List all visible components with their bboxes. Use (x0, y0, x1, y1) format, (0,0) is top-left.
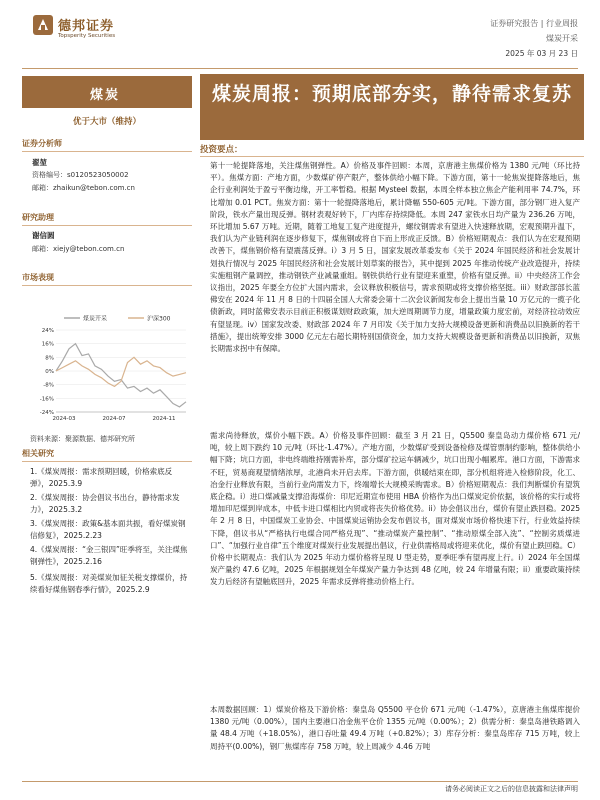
y-tick-label: -8% (43, 382, 54, 389)
x-tick-label: 2024-07 (102, 416, 126, 422)
y-tick-label: -16% (39, 396, 54, 403)
header-divider (22, 68, 578, 69)
x-tick-label: 2024-03 (52, 416, 76, 422)
y-tick-label: 24% (41, 328, 54, 334)
bullet-weekly-data (210, 704, 580, 778)
logo-text-en: Topsperity Securities (58, 33, 116, 39)
report-meta (490, 16, 578, 61)
footer-divider (22, 781, 578, 782)
analyst-name: 翟堃 (32, 158, 47, 167)
market-performance-chart (30, 312, 190, 430)
report-type: 证券研究报告 | 行业周报 (490, 19, 578, 28)
assistant-heading: 研究助理 (22, 212, 192, 226)
bullet-thermal-coal (210, 430, 580, 698)
bullet-coking-coal (210, 160, 580, 422)
report-date: 2025 年 03 月 23 日 (505, 49, 578, 58)
chart-source: 资料来源：聚源数据、德邦研究所 (30, 435, 135, 443)
bullet-text: 需求尚待释放，煤价小幅下跌。A）价格及事件回顾：截至 3 月 21 日，Q5500 秦皇岛动力煤价格 671 元/吨，较上周下跌约 10 元/吨（环比-1.47%）。产地方面，少数煤矿受到设备检修及煤管票制约影响，整体供给小幅下降；坑口方面，非电终端维持刚需补库，部分煤矿拉运车辆减少，坑口出现小幅累库。港口方面，下游需求不旺，贸易商观望情绪浓厚，北港尚未开启去库。下游方面，供暖结束在即，部分机组将进入检修阶段，化工、冶金行业释放有限，当前行业尚需发力下，终端增长大规模采购需求。B）价格短期观点：我们判断煤价有望筑底企稳。i）进口煤减量支撑沿海煤价：印尼近期宣布使用 HBA 价格作为出口煤炭定价依据，该价格的实行或将增加印尼煤到岸成本，中低卡进口煤相比内贸或将丧失价格优势。ii）协会倡议出台，煤价有望止跌回稳。2025 年 2 月 8 日，中国煤炭工业协会、中国煤炭运销协会发布倡议书，面对煤炭市场价格快速下行，行业效益持续下降，倡议书从“严格执行电煤合同严格兑现”、“推动煤炭产量控制”、“推动原煤全部入洗”、“控制劣质煤进口”、“加强行业自律”五个维度对煤炭行业发展提出倡议，行业供需格局或将迎来优化，煤价有望止跌回稳。C）价格中长期观点：我们认为 2025 年动力煤价格将呈现 U 型走势，夏季旺季有望再度上行。i）2024 年全国煤炭产量约 47.6 亿吨，2025 年根据规划全年煤炭产量力争达到 48 亿吨，较 24 年增量有限；ii）重要政策持续发力后经济有望触底回升，2025 年需求反弹将推动价格上行。 (210, 431, 580, 587)
analyst-heading: 证券分析师 (22, 138, 192, 152)
y-tick-label: 0% (45, 369, 54, 375)
y-tick-label: 8% (45, 355, 54, 362)
report-header (0, 0, 600, 72)
analyst-cert: 资格编号：s0120523050002 (32, 171, 129, 179)
market-heading: 市场表现 (22, 272, 192, 286)
related-item-2[interactable]: 2.《煤炭周报：协会倡议书出台，静待需求发力》，2025.3.2 (30, 493, 180, 514)
bullet-text: 本周数据回顾：1）煤炭价格及下游价格：秦皇岛 Q5500 平仓价 671 元/吨（-1.47%），京唐港主焦煤库提价 1380 元/吨（0.00%），国内主要港口冶金焦平仓价 1355 元/吨（0.00%）；2）供需分析：秦皇岛港铁路调入量 48.4 万吨（+18.05%），港口吞吐量 49.4 万吨（+0.82%）；3）库存分析：秦皇岛库存 715 万吨，较上周持平(0.00%)，钢厂焦煤库存 758 万吨，较上周减少 4.46 万吨 (210, 705, 580, 751)
report-subtype: 煤炭开采 (546, 34, 578, 43)
related-heading: 相关研究 (22, 448, 192, 462)
legend-label-2: 沪深300 (147, 315, 171, 323)
series-line-2 (56, 357, 186, 386)
page-title: 煤炭周报：预期底部夯实，静待需求复苏 (211, 83, 572, 105)
legend-label-1: 煤炭开采 (83, 315, 108, 323)
logo-mark-icon (32, 14, 54, 36)
logo-text-cn: 德邦证券 (58, 19, 115, 34)
x-tick-label: 2024-11 (152, 416, 176, 422)
related-item-1[interactable]: 1.《煤炭周报：需求预期回暖，价格索底反弹》，2025.3.9 (30, 467, 173, 488)
related-item-3[interactable]: 3.《煤炭周报：政策&基本面共振，看好煤炭钢信修复》，2025.2.23 (30, 519, 186, 540)
footer-disclaimer: 请务必阅读正文之后的信息披露和法律声明 (445, 785, 578, 793)
assistant-name: 谢信圆 (32, 231, 55, 240)
sidebar (22, 72, 192, 592)
related-item-4[interactable]: 4.《煤炭周报：“金三银四”旺季将至，关注煤焦钢弹性》，2025.2.16 (30, 545, 188, 566)
title-banner (200, 74, 584, 140)
key-points-heading: 投资要点： (200, 143, 584, 157)
y-tick-label: 16% (41, 341, 54, 348)
rating: 优于大市（维持） (72, 117, 141, 127)
bullet-text: 第十一轮提降落地，关注煤焦钢弹性。A）价格及事件回顾：本周，京唐港主焦煤价格为 1380 元/吨（环比持平）。焦煤方面：产地方面，少数煤矿停产限产，整体供给小幅下降。下游方面，第十一轮焦炭提降落地后，焦企行业利润处于盈亏平衡边缘，开工率暂稳。根据 Mysteel 数据，本周全样本独立焦企产能利用率 74.7%，环比增加 0.01 PCT。焦炭方面：第十一轮提降落地后，累计降幅 550-605 元/吨。下游方面，部分钢厂进入复产阶段，铁水产量出现反弹。钢材表观好转下，厂内库存持续降低。本周 247 家铁水日均产量为 236.26 万吨，环比增加 5.67 万吨。近期，随着工地复工复产进度提升，螺纹钢需求有望进入快速释放期，宏观预期升温下，我们认为产业链利润在逐步修复下，煤焦钢或将自下而上形成正反馈。B）价格短期观点：我们认为在宏观预期改善下，煤焦钢价格有望震荡反弹。i）3 月 5 日，国家发展改革委发布《关于 2024 年国民经济和社会发展计划执行情况与 2025 年国民经济和社会发展计划草案的报告》，其中提到 2025 年推动传统产业改造提升，持续实施粗钢产量调控，推动钢铁产业减量重组。钢铁供给行业有望迎来重塑，价格有望反弹。ii）中央经济工作会议指出，2025 年要全方位扩大国内需求，会议释放积极信号，需求预期或将支撑价格坚挺。iii）财政部部长蓝佛安在 2024 年 11 月 8 日的十四届全国人大常委会第十二次会议新闻发布会上提出当量 10 万亿元的一揽子化债新政，同时蓝佛安表示目前正积极谋划财政政策，加大逆周期调节力度，增量政策力度宏前，对经济拉动效应有望显现。iv）国家发改委、财政部 2024 年 7 月印发《关于加力支持大规模设备更新和消费品以旧换新的若干措施》，提出统筹安排 3000 亿元左右超长期特别国债资金，加力支持大规模设备更新和消费品以旧换新，双焦长期需求拐中有保障。 (210, 161, 580, 354)
company-logo (32, 14, 152, 50)
sector-banner: 煤炭 (22, 76, 192, 108)
assistant-email: 邮箱：xiejy@tebon.com.cn (32, 245, 125, 253)
analyst-email: 邮箱：zhaikun@tebon.com.cn (32, 184, 135, 192)
related-item-5[interactable]: 5.《煤炭周报：对美煤炭加征关税支撑煤价，持续看好煤焦钢春季行情》，2025.2.9 (30, 573, 188, 594)
series-line-1 (56, 344, 186, 407)
y-tick-label: -24% (39, 410, 54, 416)
